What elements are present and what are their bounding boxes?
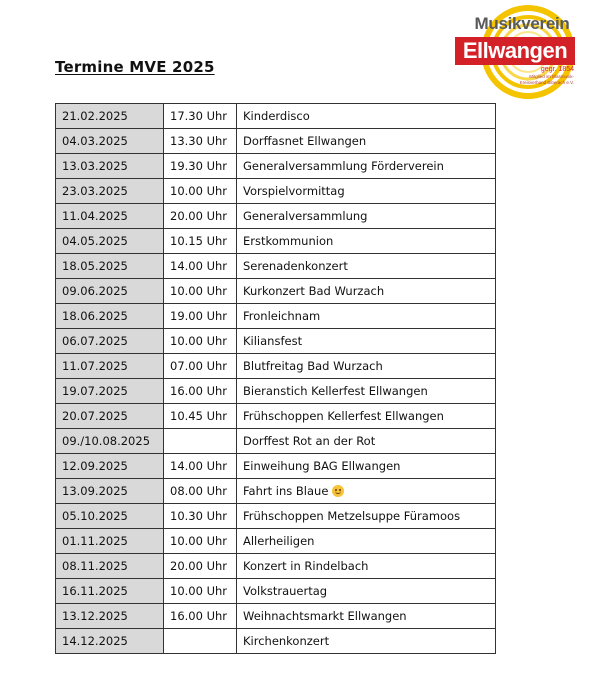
event-row xyxy=(56,529,496,554)
event-name-cell xyxy=(237,279,496,304)
event-name-cell xyxy=(237,304,496,329)
event-date: 09./10.08.2025 xyxy=(56,429,164,454)
events-table xyxy=(55,103,496,654)
event-time: 10.45 Uhr xyxy=(164,404,237,429)
event-row xyxy=(56,179,496,204)
event-time: 10.00 Uhr xyxy=(164,579,237,604)
event-time: 10.00 Uhr xyxy=(164,529,237,554)
event-name: Konzert in Rindelbach xyxy=(243,559,369,573)
event-name-cell xyxy=(237,554,496,579)
event-name: Frühschoppen Metzelsuppe Füramoos xyxy=(243,509,461,523)
musikverein-logo xyxy=(448,0,578,104)
event-time: 07.00 Uhr xyxy=(164,354,237,379)
event-name-cell xyxy=(237,204,496,229)
event-name: Fahrt ins Blaue xyxy=(243,484,329,498)
event-name-cell xyxy=(237,479,496,504)
event-time: 16.00 Uhr xyxy=(164,604,237,629)
event-time: 13.30 Uhr xyxy=(164,129,237,154)
event-date: 16.11.2025 xyxy=(56,579,164,604)
event-row xyxy=(56,379,496,404)
logo-member-text xyxy=(500,74,574,86)
event-name: Einweihung BAG Ellwangen xyxy=(243,459,401,473)
event-date: 01.11.2025 xyxy=(56,529,164,554)
event-date: 09.06.2025 xyxy=(56,279,164,304)
event-date: 18.06.2025 xyxy=(56,304,164,329)
event-time: 10.00 Uhr xyxy=(164,279,237,304)
event-date: 19.07.2025 xyxy=(56,379,164,404)
event-row xyxy=(56,629,496,654)
event-name-cell xyxy=(237,104,496,129)
event-time: 10.00 Uhr xyxy=(164,329,237,354)
event-time: 08.00 Uhr xyxy=(164,479,237,504)
event-row xyxy=(56,404,496,429)
event-time: 10.00 Uhr xyxy=(164,179,237,204)
event-row xyxy=(56,504,496,529)
event-date: 04.05.2025 xyxy=(56,229,164,254)
event-name: Dorffasnet Ellwangen xyxy=(243,134,367,148)
event-time: 16.00 Uhr xyxy=(164,379,237,404)
event-date: 11.04.2025 xyxy=(56,204,164,229)
event-row xyxy=(56,554,496,579)
event-name-cell xyxy=(237,179,496,204)
logo-musikverein-text: Musikverein xyxy=(474,14,570,33)
logo-ellwangen-text: Ellwangen xyxy=(455,37,575,65)
event-time: 19.00 Uhr xyxy=(164,304,237,329)
event-name-cell xyxy=(237,254,496,279)
event-name-cell xyxy=(237,404,496,429)
event-time xyxy=(164,429,237,454)
event-name-cell xyxy=(237,229,496,254)
event-date: 13.12.2025 xyxy=(56,604,164,629)
event-name: Dorffest Rot an der Rot xyxy=(243,434,376,448)
event-row xyxy=(56,479,496,504)
event-name: Fronleichnam xyxy=(243,309,321,323)
event-date: 06.07.2025 xyxy=(56,329,164,354)
event-name-cell xyxy=(237,579,496,604)
event-name: Volkstrauertag xyxy=(243,584,328,598)
event-row xyxy=(56,129,496,154)
event-time: 10.15 Uhr xyxy=(164,229,237,254)
event-time: 14.00 Uhr xyxy=(164,254,237,279)
event-name: Kinderdisco xyxy=(243,109,310,123)
event-date: 23.03.2025 xyxy=(56,179,164,204)
event-name: Serenadenkonzert xyxy=(243,259,348,273)
event-name-cell xyxy=(237,529,496,554)
logo-member-line: Mitglied im Blasmusik- xyxy=(529,74,574,79)
event-time: 17.30 Uhr xyxy=(164,104,237,129)
event-row xyxy=(56,229,496,254)
event-name: Vorspielvormittag xyxy=(243,184,345,198)
event-name: Allerheiligen xyxy=(243,534,315,548)
event-date: 05.10.2025 xyxy=(56,504,164,529)
event-name-cell xyxy=(237,329,496,354)
event-name: Erstkommunion xyxy=(243,234,334,248)
event-time: 19.30 Uhr xyxy=(164,154,237,179)
event-row xyxy=(56,354,496,379)
page-title: Termine MVE 2025 xyxy=(55,58,215,76)
event-name-cell xyxy=(237,429,496,454)
event-row xyxy=(56,304,496,329)
event-row xyxy=(56,104,496,129)
event-date: 12.09.2025 xyxy=(56,454,164,479)
event-date: 18.05.2025 xyxy=(56,254,164,279)
event-name-cell xyxy=(237,629,496,654)
event-name-cell xyxy=(237,154,496,179)
event-name-cell xyxy=(237,129,496,154)
event-name-cell xyxy=(237,379,496,404)
event-name: Generalversammlung xyxy=(243,209,368,223)
event-row xyxy=(56,254,496,279)
event-row xyxy=(56,329,496,354)
event-name-cell xyxy=(237,504,496,529)
event-date: 21.02.2025 xyxy=(56,104,164,129)
event-time: 20.00 Uhr xyxy=(164,204,237,229)
event-date: 11.07.2025 xyxy=(56,354,164,379)
event-date: 08.11.2025 xyxy=(56,554,164,579)
event-name: Blutfreitag Bad Wurzach xyxy=(243,359,383,373)
event-time: 10.30 Uhr xyxy=(164,504,237,529)
smiling-face-icon xyxy=(332,485,344,497)
event-time: 20.00 Uhr xyxy=(164,554,237,579)
event-name: Kirchenkonzert xyxy=(243,634,330,648)
event-name: Kiliansfest xyxy=(243,334,303,348)
event-name: Frühschoppen Kellerfest Ellwangen xyxy=(243,409,444,423)
event-name-cell xyxy=(237,454,496,479)
logo-founded-text: gegr. 1854 xyxy=(540,66,574,73)
event-row xyxy=(56,604,496,629)
event-name-cell xyxy=(237,354,496,379)
event-time xyxy=(164,629,237,654)
event-date: 13.03.2025 xyxy=(56,154,164,179)
event-time: 14.00 Uhr xyxy=(164,454,237,479)
events-table-body xyxy=(56,104,496,654)
event-row xyxy=(56,279,496,304)
event-date: 13.09.2025 xyxy=(56,479,164,504)
event-row xyxy=(56,204,496,229)
event-name-cell xyxy=(237,604,496,629)
event-name: Bieranstich Kellerfest Ellwangen xyxy=(243,384,428,398)
event-row xyxy=(56,579,496,604)
event-date: 04.03.2025 xyxy=(56,129,164,154)
event-row xyxy=(56,454,496,479)
event-row xyxy=(56,154,496,179)
event-name: Kurkonzert Bad Wurzach xyxy=(243,284,385,298)
event-date: 14.12.2025 xyxy=(56,629,164,654)
logo-member-line: Kreisverband Biberach e.V. xyxy=(519,80,574,85)
event-name: Generalversammlung Förderverein xyxy=(243,159,444,173)
event-row xyxy=(56,429,496,454)
event-name: Weihnachtsmarkt Ellwangen xyxy=(243,609,407,623)
event-date: 20.07.2025 xyxy=(56,404,164,429)
